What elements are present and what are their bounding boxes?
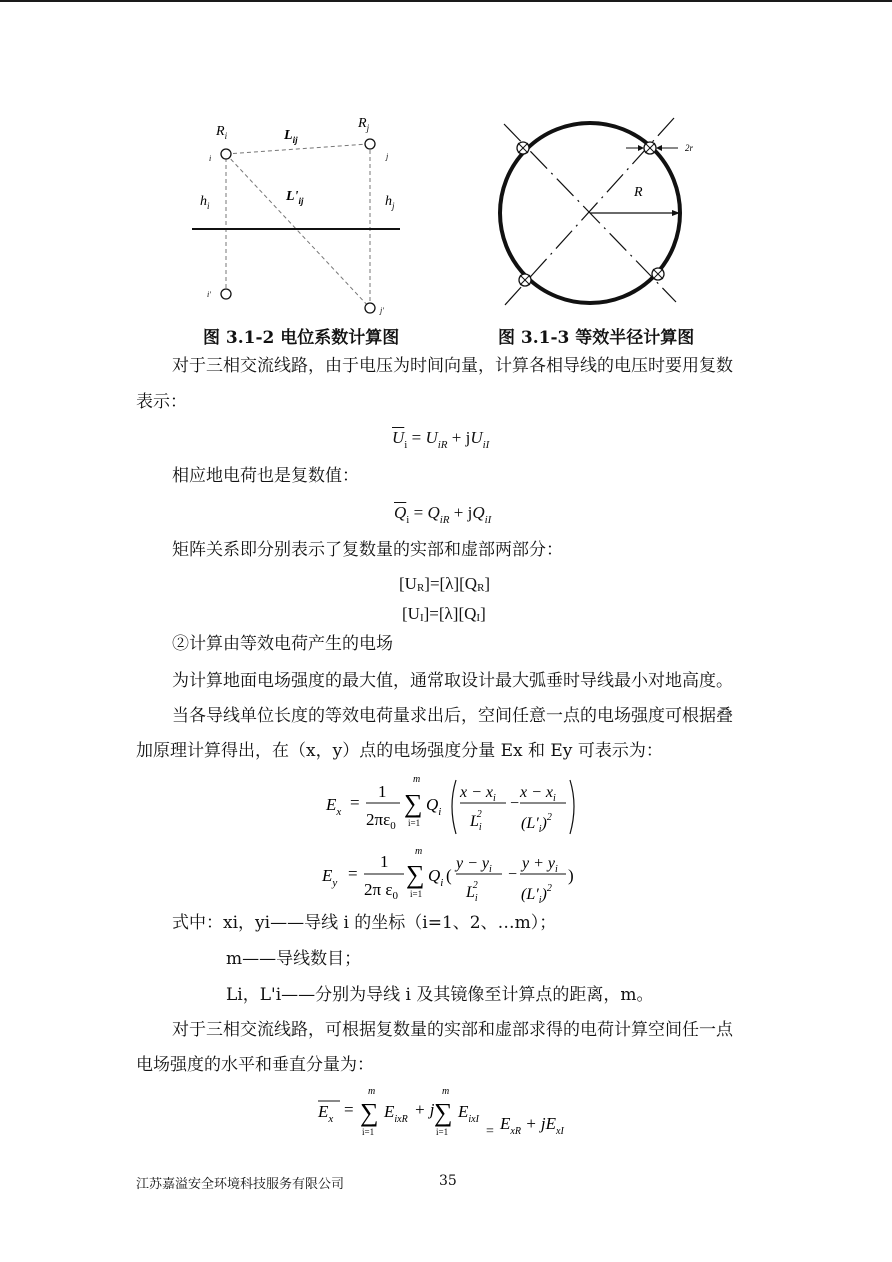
paragraph-1-line-1: 对于三相交流线路，由于电压为时间向量，计算各相导线的电压时要用复数 [172,356,733,376]
svg-text:ExR + jExI: $E_{xR} + jE_{xI}$ [500,1114,564,1137]
svg-text:m: m [413,774,421,785]
page-number: 35 [439,1173,457,1189]
equation-complex-Ex [310,1085,600,1145]
paragraph-1-line-2: 表示： [136,392,187,412]
top-rule [0,0,892,2]
equation-voltage: $\overline{U}_i = U_{iR} + jU_{iI}$ [392,428,490,451]
image-j [365,303,375,313]
label-Ri: $R_i$ [216,124,228,141]
label-i: i [209,154,212,163]
svg-text:y − yi: $y - y_i$ [456,855,492,875]
label-ip: i' [207,290,211,299]
definition-xi-yi: 式中：xi，yi——导线 i 的坐标（i=1、2、…m）； [172,913,557,933]
svg-text:EixR: $E_{ixR}$ [384,1102,408,1125]
svg-text:x − xi: $x - x_i$ [460,784,496,804]
svg-text:i=1: i=1 [362,1127,375,1137]
svg-text:2π ε0: 2π $\varepsilon_0$ [364,880,398,902]
svg-text:m: m [442,1086,450,1097]
svg-text:=: = [486,1124,494,1139]
paragraph-2: 相应地电荷也是复数值： [172,466,359,486]
label-R: R [634,185,643,200]
definition-Li: Li，L'i——分别为导线 i 及其镜像至计算点的距离，m。 [226,985,654,1005]
svg-text:Ex: $E_x$ [326,795,342,818]
equation-Ey [318,845,588,915]
svg-text:i=1: i=1 [410,889,423,899]
paragraph-5: 为计算地面电场强度的最大值，通常取设计最大弧垂时导线最小对地高度。 [172,671,733,691]
paragraph-6-line-1: 当各导线单位长度的等效电荷量求出后，空间任意一点的电场强度可根据叠 [172,706,733,726]
svg-text:=: = [350,793,360,812]
label-j: j [386,152,389,161]
figure1-caption: 图 3.1-2 电位系数计算图 [203,328,400,348]
conductor-i [221,149,231,159]
svg-text:(: ( [446,866,452,885]
svg-text:−: − [508,866,518,883]
image-i [221,289,231,299]
svg-text:Li2: $L_i2$ [470,809,482,833]
svg-text:(L′i)2: $(L'_i)^2$ [521,812,552,835]
svg-text:−: − [510,795,520,812]
svg-text:Qi: $Q_i$ [428,866,444,889]
label-hi: $h_i$ [200,194,210,211]
section-heading-2: ②计算由等效电荷产生的电场 [172,634,393,654]
svg-text:∑: ∑ [404,789,423,818]
svg-text:(L′i)2: $(L'_i)^2$ [521,883,552,906]
svg-text:1: 1 [378,782,387,801]
equivalent-radius-diagram [490,110,710,320]
svg-text:i=1: i=1 [408,818,421,828]
svg-text:x − xi: $x - x_i$ [520,784,556,804]
svg-text:+ j: + j [414,1100,435,1119]
svg-text:=: = [348,864,358,883]
lij-dashed-line [226,144,368,154]
svg-text:=: = [344,1100,354,1119]
svg-text:Li2: $L_i2$ [466,880,478,904]
label-Rj: $R_j$ [358,116,370,133]
paragraph-7-line-2: 电场强度的水平和垂直分量为： [136,1055,374,1075]
paragraph-6-line-2: 加原理计算得出，在（x，y）点的电场强度分量 Ex 和 Ey 可表示为： [136,741,663,761]
svg-text:Ey: $E_y$ [322,866,338,889]
matrix-equation-imag: [UI]=[λ][QI] [402,604,486,624]
label-2r: 2r [685,143,694,153]
figure2-caption: 图 3.1-3 等效半径计算图 [498,328,695,348]
svg-text:Ex: $E_x$ [318,1102,334,1125]
svg-text:1: 1 [380,852,389,871]
label-jp: j' [380,306,384,315]
svg-text:2πε0: $2\pi\varepsilon_0$ [366,810,396,832]
conductor-j [365,139,375,149]
svg-text:i=1: i=1 [436,1127,449,1137]
svg-text:Qi: $Q_i$ [426,795,442,818]
footer-company: 江苏嘉溢安全环境科技服务有限公司 [136,1177,345,1192]
potential-coefficient-diagram [180,110,420,325]
svg-text:y + yi: $y + y_i$ [522,855,558,875]
svg-text:∑: ∑ [406,860,425,889]
paragraph-7-line-1: 对于三相交流线路，可根据复数量的实部和虚部求得的电荷计算空间任一点 [172,1020,733,1040]
svg-text:): ) [568,866,574,885]
svg-text:∑: ∑ [360,1098,379,1127]
svg-text:EixI: $E_{ixI}$ [458,1102,479,1125]
label-Lij: $L_{ij}$ [284,128,298,145]
lpij-dashed-line [226,154,370,308]
paragraph-3: 矩阵关系即分别表示了复数量的实部和虚部两部分： [172,540,563,560]
label-hj: $h_j$ [385,194,395,211]
matrix-equation-real: [UR]=[λ][QR] [399,574,491,594]
label-Lpij: $L'_{ij}$ [286,189,304,206]
equation-charge: $\overline{Q}_i = Q_{iR} + jQ_{iI}$ [394,503,492,526]
svg-text:m: m [368,1086,376,1097]
svg-text:m: m [415,846,423,857]
definition-m: m——导线数目； [226,949,362,969]
equation-Ex [320,770,590,842]
svg-text:∑: ∑ [434,1098,453,1127]
